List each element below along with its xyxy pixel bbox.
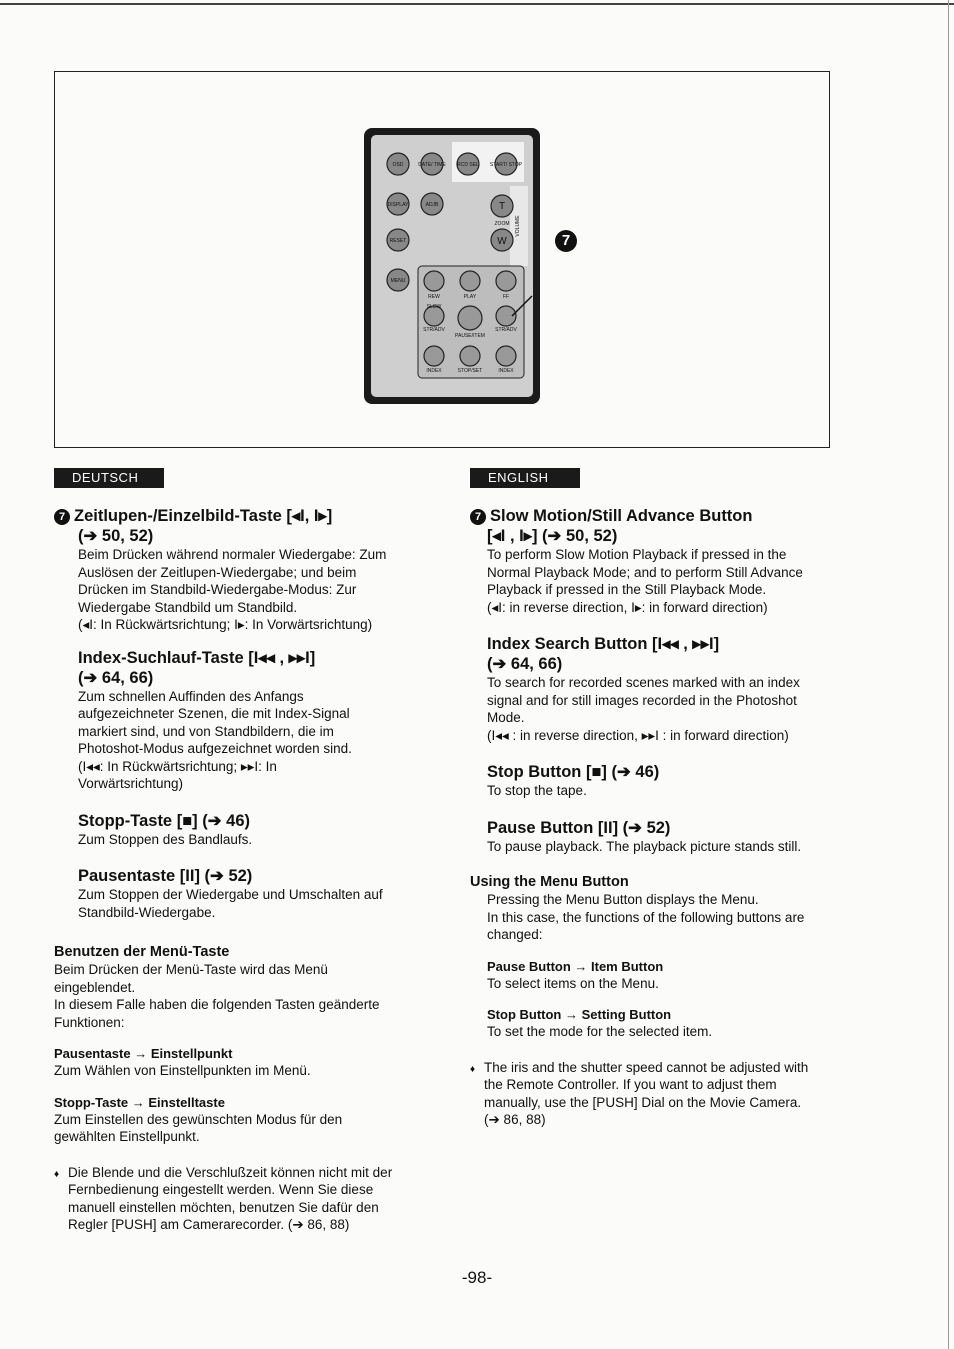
german-s4-text: Zum Stoppen der Wiedergabe und Umschalten auf (78, 887, 383, 902)
german-s2-text: aufgezeichneter Szenen, die mit Index-Signal (78, 706, 350, 721)
remote-figure-box (54, 71, 830, 448)
diamond-bullet-icon: ♦ (470, 1063, 476, 1075)
german-menu-pause-text: Zum Wählen von Einstellpunkten im Menü. (54, 1063, 311, 1078)
callout-7: 7 (555, 230, 577, 252)
german-s1-text: Wiedergabe Standbild um Standbild. (78, 599, 298, 615)
english-menu-pause-text: To select items on the Menu. (487, 975, 659, 991)
english-s2-title: Index Search Button [I◂◂ , ▸▸I] (487, 635, 720, 653)
w-label: W (497, 236, 507, 247)
english-column (470, 506, 840, 1129)
german-s2-text: Photoshot-Modus aufgezeichnet worden sind. (78, 741, 352, 756)
english-note-line: manually, use the [PUSH] Dial on the Movie Camera. (484, 1094, 802, 1110)
german-s3-title: Stopp-Taste [■] (➔ 46) (78, 811, 250, 830)
german-s2-ref: (➔ 64, 66) (78, 668, 154, 687)
english-menu-text: In this case, the functions of the following buttons are (487, 909, 805, 925)
german-menu-pause-heading: Pausentaste → Einstellpunkt (54, 1046, 233, 1061)
english-menu-stop-text: To set the mode for the selected item. (487, 1024, 713, 1039)
german-column (54, 506, 434, 1234)
german-menu-stop-text: Zum Einstellen des gewünschten Modus für den (54, 1111, 343, 1127)
english-menu-title: Using the Menu Button (470, 874, 629, 890)
german-menu-title: Benutzen der Menü-Taste (54, 944, 230, 960)
english-note-line: The iris and the shutter speed cannot be adjusted with (484, 1059, 809, 1075)
english-s1-ref: [◂I , I▸] (➔ 50, 52) (487, 527, 618, 545)
german-note-line: Fernbedienung eingestellt werden. Wenn Sie diese (68, 1182, 374, 1197)
german-s1-text: Auslösen der Zeitlupen-Wiedergabe; und beim (78, 564, 357, 580)
german-menu-text: Beim Drücken der Menü-Taste wird das Menü (54, 962, 328, 977)
stop-set-label: STOP/SET (457, 368, 483, 374)
german-menu-text: In diesem Falle haben die folgenden Tasten geänderte (54, 997, 380, 1012)
pause-item-label: PAUSE/ITEM (455, 333, 485, 339)
german-s1-text: Beim Drücken während normaler Wiedergabe: Zum (78, 547, 387, 562)
rec-sel-label: RCD SEL (457, 162, 479, 168)
german-s4-title: Pausentaste [II] (➔ 52) (78, 867, 253, 885)
top-rule (0, 3, 954, 5)
german-s1-text: Drücken im Standbild-Wiedergabe-Modus: Zur (78, 582, 357, 597)
slow-label: SLOW (426, 304, 442, 310)
tab-english: ENGLISH (470, 468, 580, 488)
english-note-line: (➔ 86, 88) (484, 1112, 546, 1127)
index-right-label: INDEX (498, 368, 514, 374)
menu-label: MENU (390, 278, 406, 284)
right-rule (948, 0, 949, 1349)
german-note (54, 1164, 434, 1234)
display-label: DISPLAY (387, 202, 409, 208)
zoom-label: ZOOM (494, 221, 510, 227)
english-s2-text: signal and for still images recorded in the Photoshot (487, 692, 797, 708)
german-s2-title: Index-Suchlauf-Taste [I◂◂ , ▸▸I] (78, 648, 316, 667)
german-menu-text: Funktionen: (54, 1014, 125, 1030)
german-s2-text: Vorwärtsrichtung) (78, 776, 184, 791)
str-adv-left-label: STR/ADV (423, 327, 445, 333)
number-7-badge: 7 (470, 509, 486, 525)
adj-b-label: ADJB (425, 202, 439, 208)
english-note-line: the Remote Controller. If you want to adjust them (484, 1077, 777, 1092)
volume-label: VOLUME (515, 215, 521, 237)
english-s3-title: Stop Button [■] (➔ 46) (487, 763, 660, 781)
german-s3-text: Zum Stoppen des Bandlaufs. (78, 831, 253, 847)
english-s2-ref: (➔ 64, 66) (487, 655, 563, 673)
play-label: PLAY (463, 294, 477, 300)
english-s1-text: Playback if pressed in the Still Playback Mode. (487, 582, 767, 597)
english-s2-text: Mode. (487, 710, 525, 725)
reset-label: RESET (389, 238, 407, 244)
index-left-label: INDEX (426, 368, 442, 374)
german-s1-text: (◂I: In Rückwärtsrichtung; I▸: In Vorwärtsrichtung) (78, 617, 373, 632)
english-menu-text: Pressing the Menu Button displays the Menu. (487, 892, 759, 907)
english-s1-text: Normal Playback Mode; and to perform Still Advance (487, 564, 803, 580)
page-number: -98- (461, 1268, 493, 1287)
rew-label: REW (428, 294, 440, 300)
english-s2-text: To search for recorded scenes marked with an index (487, 675, 800, 690)
german-note-line: Die Blende und die Verschlußzeit können nicht mit der (68, 1164, 393, 1180)
english-menu-text: changed: (487, 927, 543, 942)
german-menu-stop-heading: Stopp-Taste → Einstelltaste (54, 1094, 225, 1110)
diamond-bullet-icon: ♦ (54, 1168, 60, 1180)
english-s1-title: 7 Slow Motion/Still Advance Button (470, 506, 840, 526)
start-stop-label: START/ STOP (489, 162, 523, 168)
english-note (470, 1059, 840, 1129)
german-s2-text: markiert sind, und von Standbildern, die im (78, 723, 334, 739)
ff-label: FF (502, 294, 510, 300)
osd-label: OSD (392, 162, 404, 168)
german-s1-ref: (➔ 50, 52) (78, 527, 154, 545)
t-label: T (498, 201, 506, 212)
english-s1-text: (◂I: in reverse direction, I▸: in forward direction) (487, 599, 768, 615)
english-s1-text: To perform Slow Motion Playback if pressed in the (487, 547, 787, 562)
german-note-line: Regler [PUSH] am Camerarecorder. (➔ 86, 88) (68, 1217, 350, 1232)
tab-deutsch: DEUTSCH (54, 468, 164, 488)
number-7-badge: 7 (54, 509, 70, 525)
german-menu-text: eingeblendet. (54, 979, 136, 995)
german-s4-text: Standbild-Wiedergabe. (78, 904, 216, 920)
english-s4-text: To pause playback. The playback picture stands still. (487, 838, 802, 854)
remote-controller-illustration (362, 126, 542, 406)
german-note-line: manuell einstellen möchten, benutzen Sie dafür den (68, 1199, 379, 1215)
date-time-label: DATE/ TIME (418, 162, 446, 168)
str-adv-right-label: STR/ADV (495, 327, 517, 333)
english-s4-title: Pause Button [II] (➔ 52) (487, 818, 671, 837)
german-s2-text: Zum schnellen Auffinden des Anfangs (78, 688, 304, 704)
english-s3-text: To stop the tape. (487, 783, 587, 798)
english-menu-pause-heading: Pause Button → Item Button (487, 958, 664, 974)
german-s1-title: 7 Zeitlupen-/Einzelbild-Taste [◂I, I▸] (54, 506, 434, 526)
english-menu-stop-heading: Stop Button → Setting Button (487, 1007, 672, 1022)
english-s2-text: (I◂◂ : in reverse direction, ▸▸I : in forward direction) (487, 727, 789, 743)
german-menu-stop-text: gewählten Einstellpunkt. (54, 1129, 200, 1144)
german-s2-text: (I◂◂: In Rückwärtsrichtung; ▸▸I: In (78, 758, 277, 774)
